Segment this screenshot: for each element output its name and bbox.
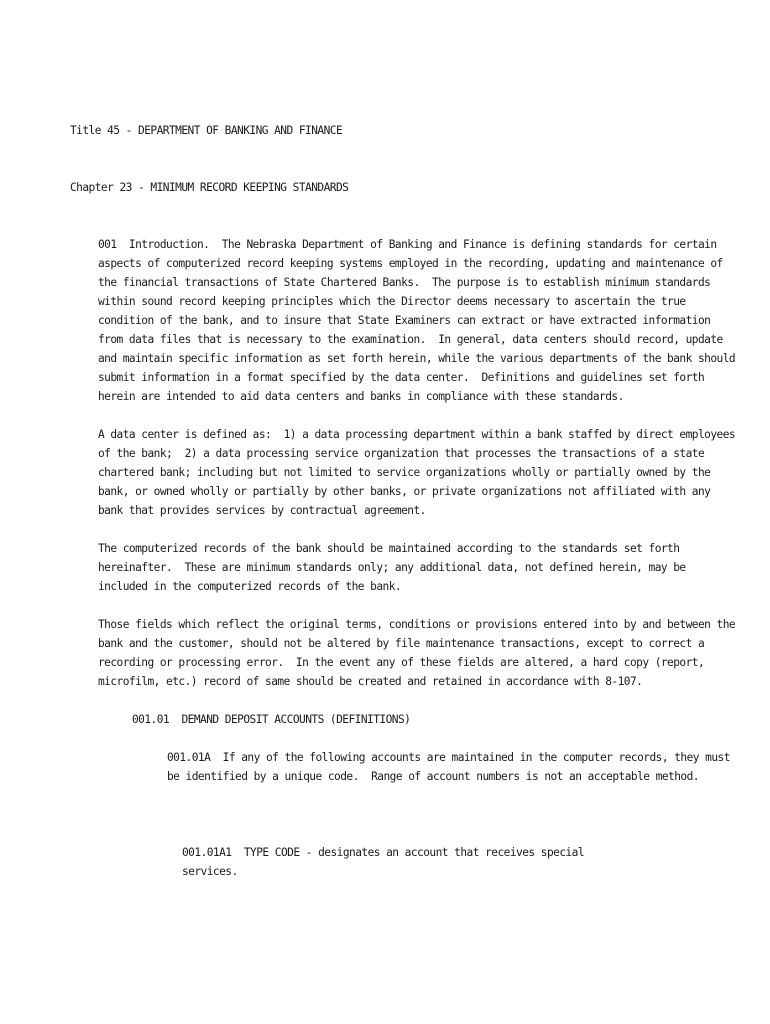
text-line: 001.01A1 TYPE CODE - designates an account that receives special — [182, 846, 585, 859]
text-line: 001 Introduction. The Nebraska Department of Banking and Finance is defining standards for certain — [98, 238, 717, 251]
text-line: be identified by a unique code. Range of account numbers is not an acceptable method. — [167, 770, 699, 783]
text-line: hereinafter. These are minimum standards only; any additional data, not defined herein, may be — [98, 561, 686, 574]
text-line: bank, or owned wholly or partially by other banks, or private organizations not affiliated with any — [98, 485, 711, 498]
text-line: A data center is defined as: 1) a data processing department within a bank staffed by direct employees — [98, 428, 736, 441]
section-heading: 001.01 DEMAND DEPOSIT ACCOUNTS (DEFINITIONS) — [132, 713, 411, 726]
text-line: chartered bank; including but not limited to service organizations wholly or partially owned by the — [98, 466, 711, 479]
text-line: within sound record keeping principles which the Director deems necessary to ascertain the true — [98, 295, 686, 308]
text-line: The computerized records of the bank should be maintained according to the standards set forth — [98, 542, 680, 555]
text-line: recording or processing error. In the event any of these fields are altered, a hard copy (report, — [98, 656, 705, 669]
text-line: included in the computerized records of the bank. — [98, 580, 402, 593]
text-line: microfilm, etc.) record of same should be created and retained in accordance with 8-107. — [98, 675, 643, 688]
text-line: of the bank; 2) a data processing service organization that processes the transactions of a state — [98, 447, 705, 460]
text-line: condition of the bank, and to insure that State Examiners can extract or have extracted information — [98, 314, 711, 327]
text-line: submit information in a format specified by the data center. Definitions and guidelines set forth — [98, 371, 705, 384]
text-line: 001.01A If any of the following accounts are maintained in the computer records, they must — [167, 751, 730, 764]
text-line: services. — [182, 865, 238, 878]
text-line: aspects of computerized record keeping systems employed in the recording, updating and maintenance of — [98, 257, 723, 270]
text-line: from data files that is necessary to the examination. In general, data centers should record, update — [98, 333, 723, 346]
text-line: bank and the customer, should not be altered by file maintenance transactions, except to correct a — [98, 637, 705, 650]
title-line: Title 45 - DEPARTMENT OF BANKING AND FINANCE — [70, 124, 343, 137]
text-line: Those fields which reflect the original terms, conditions or provisions entered into by and between the — [98, 618, 736, 631]
text-line: herein are intended to aid data centers and banks in compliance with these standards. — [98, 390, 624, 403]
text-line: the financial transactions of State Chartered Banks. The purpose is to establish minimum standards — [98, 276, 711, 289]
text-line: and maintain specific information as set forth herein, while the various departments of the bank should — [98, 352, 736, 365]
text-line: bank that provides services by contractual agreement. — [98, 504, 426, 517]
chapter-line: Chapter 23 - MINIMUM RECORD KEEPING STANDARDS — [70, 181, 349, 194]
